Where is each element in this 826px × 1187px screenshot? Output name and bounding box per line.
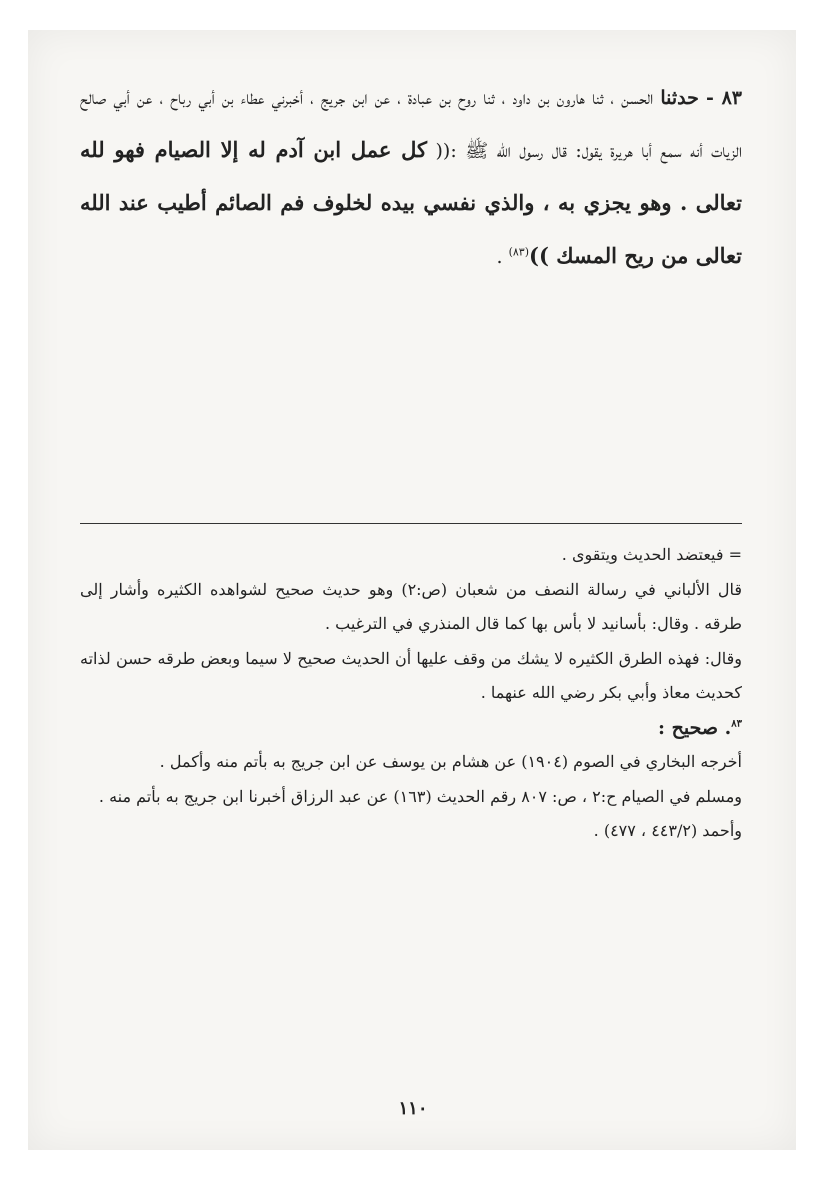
footnote-heading [80,711,742,746]
footnote-line: قال الألباني في رسالة النصف من شعبان (ص:٢) وهو حديث صحيح لشواهده الكثيره وأشار إلى طرقه . وقال: بأسانيد لا بأس بها كما قال المنذري في الترغيب . [80,579,742,633]
footnote-divider [80,523,742,524]
footnote-line: أخرجه البخاري في الصوم (١٩٠٤) عن هشام بن يوسف عن ابن جريج به بأتم منه وأكمل . [159,752,742,771]
footnote-ref: (٨٣) [508,245,530,259]
grading-label: . صحيح : [657,716,732,739]
footnote-line: = فيعتضد الحديث ويتقوى . [561,545,742,564]
hadith-text [80,72,742,283]
narrator-lead: حدثنا [660,87,699,109]
hadith-paragraph [80,72,742,283]
footnotes-section [80,538,742,849]
footnote-line: وأحمد (٤٤٣/٢ ، ٤٧٧) . [593,821,742,840]
page-number: ١١٠ [398,1098,428,1119]
footnote-number: ٨٣ [731,718,742,730]
hadith-number: ٨٣ - [705,87,742,109]
footnote-line: وقال: فهذه الطرق الكثيره لا يشك من وقف عليها أن الحديث صحيح لا سيما وبعض طرقه حسن لذاته كحديث معاذ وأبي بكر رضي الله عنهما . [80,648,742,702]
end-mark: . [496,246,503,268]
footnote-line: ومسلم في الصيام ح:٢ ، ص: ٨٠٧ رقم الحديث (١٦٣) عن عبد الرزاق أخبرنا ابن جريج به بأتم منه . [98,786,742,806]
hadith-matn: كل عمل ابن آدم له إلا الصيام فهو لله تعالى . وهو يجزي به ، والذي نفسي بيده لخلوف فم الصائم أطيب عند الله تعالى من ريح المسك )) [80,137,742,268]
hadith-isnad: الحسن ، ثنا هارون بن داود ، ثنا روح بن عبادة ، عن ابن جريج ، أخبرني عطاء بن أبي رباح ، عن أبي صالح الزيات أنه سمع أبا هريرة يقول: قال رسول الله ﷺ :(( [80,87,742,162]
